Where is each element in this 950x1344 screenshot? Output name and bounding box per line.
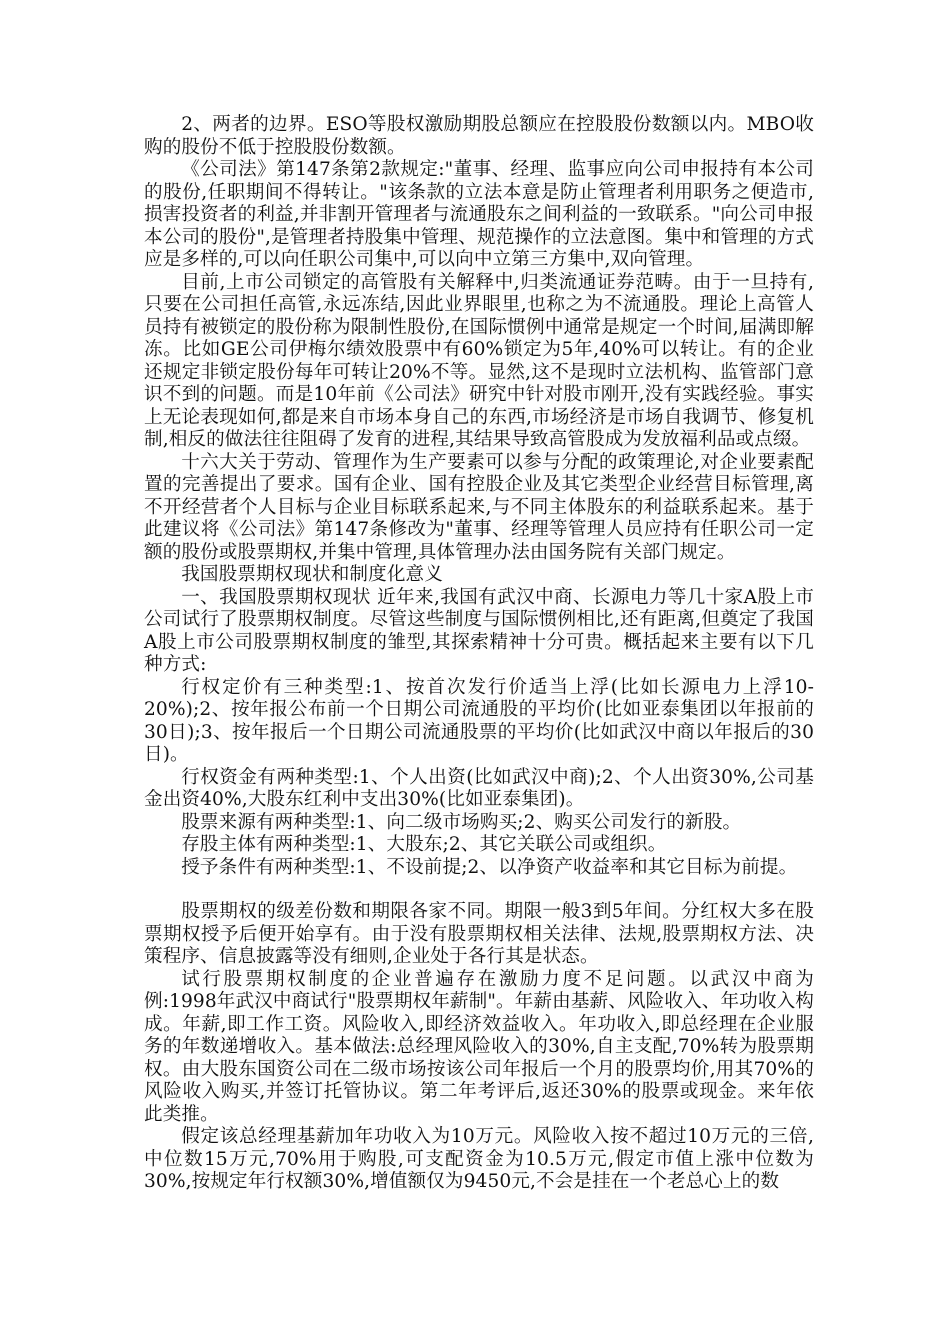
paragraph-boundary: 2、两者的边界。ESO等股权激励期股总额应在控股股份数额以内。MBO收购的股份不低于控股股份数额。 [144,114,814,158]
paragraph-stock-source: 股票来源有两种类型:1、向二级市场购买;2、购买公司发行的新股。 [181,811,742,833]
paragraph-exercise-funds: 行权资金有两种类型:1、个人出资(比如武汉中商);2、个人出资30%,公司基金出资40%,大股东红利中支出30%(比如亚泰集团)。 [144,766,814,810]
paragraph-grant-conditions: 授予条件有两种类型:1、不设前提;2、以净资产收益率和其它目标为前提。 [181,856,798,878]
paragraph-status-intro: 一、我国股票期权现状 近年来,我国有武汉中商、长源电力等几十家A股上市公司试行了股票期权制度。尽管这些制度与国际惯例相比,还有距离,但奠定了我国A股上市公司股票期权制度的雏型,其探索精神十分可贵。概括起来主要有以下几种方式: [144,586,814,675]
paragraph-holding-entity: 存股主体有两种类型:1、大股东;2、其它关联公司或组织。 [181,834,667,855]
document-body [144,114,814,1194]
paragraph-sixteenth-congress: 十六大关于劳动、管理作为生产要素可以参与分配的政策理论,对企业要素配置的完善提出了要求。国有企业、国有控股企业及其它类型企业经营目标管理,离不开经营者个人目标与企业目标联系起来,与不同主体股东的利益联系起来。基于此建议将《公司法》第147条修改为"董事、经理等管理人员应持有任职公司一定额的股份或股票期权,并集中管理,具体管理办法由国务院有关部门规定。 [144,451,814,563]
paragraph-assumption: 假定该总经理基薪加年功收入为10万元。风险收入按不超过10万元的三倍,中位数15万元,70%用于购股,可支配资金为10.5万元,假定市值上涨中位数为30%,按规定年行权额30%,增值额仅为9450元,不会是挂在一个老总心上的数 [144,1126,814,1192]
paragraph-locked-shares: 目前,上市公司锁定的高管股有关解释中,归类流通证券范畴。由于一旦持有,只要在公司担任高管,永远冻结,因此业界眼里,也称之为不流通股。理论上高管人员持有被锁定的股份称为限制性股份,在国际惯例中通常是规定一个时间,届满即解冻。比如GE公司伊梅尔绩效股票中有60%锁定为5年,40%可以转让。有的企业还规定非锁定股份每年可转让20%不等。显然,这不是现时立法机构、监管部门意识不到的问题。而是10年前《公司法》研究中针对股市刚开,没有实践经验。事实上无论表现如何,都是来自市场本身自己的东西,市场经济是市场自我调节、修复机制,相反的做法往往阻碍了发育的进程,其结果导致高管股成为发放福利品或点缀。 [144,271,814,450]
paragraph-tiers-and-terms: 股票期权的级差份数和期限各家不同。期限一般3到5年间。分红权大多在股票期权授予后便开始享有。由于没有股票期权相关法律、法规,股票期权方法、决策程序、信息披露等没有细则,企业处于各行其是状态。 [144,901,814,967]
paragraph-company-law: 《公司法》第147条第2款规定:"董事、经理、监事应向公司申报持有本公司的股份,任职期间不得转让。"该条款的立法本意是防止管理者利用职务之便造市,损害投资者的利益,并非割开管理者与流通股东之间利益的一致联系。"向公司申报本公司的股份",是管理者持股集中管理、规范操作的立法意图。集中和管理的方式应是多样的,可以向任职公司集中,可以向中立第三方集中,双向管理。 [144,159,814,270]
paragraph-exercise-price: 行权定价有三种类型:1、按首次发行价适当上浮(比如长源电力上浮10-20%);2、按年报公布前一个日期公司流通股的平均价(比如亚泰集团以年报前的30日);3、按年报后一个日期公司流通股票的平均价(比如武汉中商以年报后的30日)。 [144,676,814,765]
paragraph-wuhan-example: 试行股票期权制度的企业普遍存在激励力度不足问题。以武汉中商为例:1998年武汉中商试行"股票期权年薪制"。年薪由基薪、风险收入、年功收入构成。年薪,即工作工资。风险收入,即经济效益收入。年功收入,即总经理在企业服务的年数递增收入。基本做法:总经理风险收入的30%,自主支配,70%转为股票期权。由大股东国资公司在二级市场按该公司年报后一个月的股票均价,用其70%的风险收入购买,并签订托管协议。第二年考评后,返还30%的股票或现金。来年依此类推。 [144,968,814,1125]
section-heading: 我国股票期权现状和制度化意义 [181,564,443,585]
